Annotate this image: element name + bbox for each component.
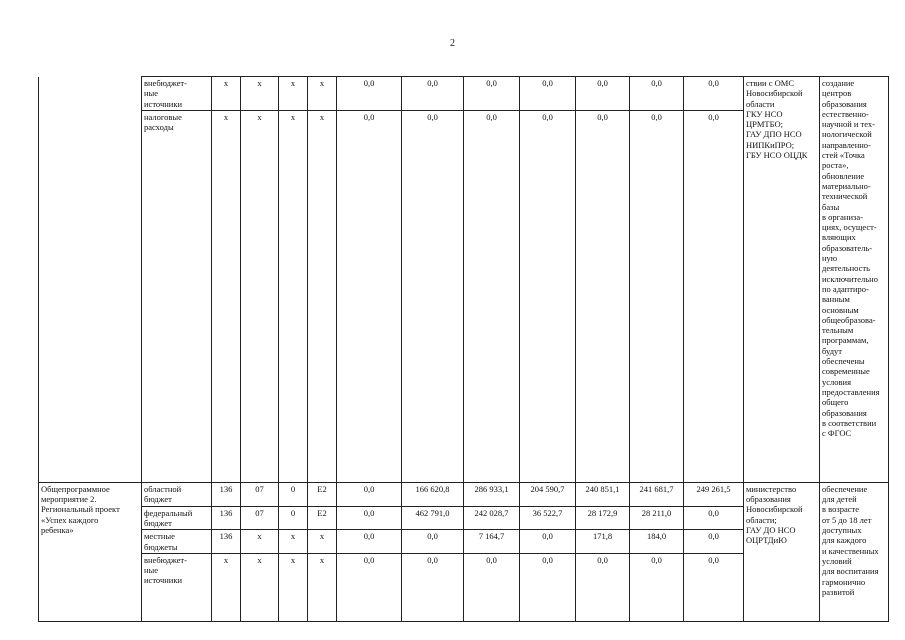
empty-event-cell (39, 77, 142, 483)
value-cell: 249 261,5 (684, 482, 744, 506)
executors-cell: ствии с ОМС Новосибирской области ГКУ НСО ЦРМТБО; ГАУ ДПО НСО НИПКиПРО; ГБУ НСО ОЦДК (744, 77, 820, 483)
value-cell: 0,0 (337, 482, 402, 506)
value-cell: 0,0 (337, 530, 402, 554)
value-cell: 0,0 (520, 530, 576, 554)
code-cell: x (241, 77, 279, 111)
code-cell: x (279, 553, 308, 621)
value-cell: 36 522,7 (520, 506, 576, 530)
value-cell: 0,0 (576, 110, 630, 482)
code-cell: 07 (241, 506, 279, 530)
value-cell: 0,0 (337, 77, 402, 111)
code-cell: x (279, 530, 308, 554)
value-cell: 0,0 (402, 110, 464, 482)
value-cell: 0,0 (520, 77, 576, 111)
code-cell: 07 (241, 482, 279, 506)
value-cell: 28 211,0 (630, 506, 684, 530)
table-row (39, 482, 889, 506)
code-cell: x (212, 77, 241, 111)
value-cell: 0,0 (337, 506, 402, 530)
value-cell: 0,0 (684, 506, 744, 530)
page-number: 2 (450, 38, 455, 49)
value-cell: 0,0 (402, 77, 464, 111)
event-cell: Общепрограммное мероприятие 2. Региональный проект «Успех каждого ребенка» (39, 482, 142, 621)
code-cell: x (212, 110, 241, 482)
value-cell: 0,0 (464, 553, 520, 621)
value-cell: 171,8 (576, 530, 630, 554)
code-cell: 136 (212, 530, 241, 554)
value-cell: 241 681,7 (630, 482, 684, 506)
source-cell: внебюджет- ные источники (142, 553, 212, 621)
code-cell: 0 (279, 506, 308, 530)
result-cell: создание центров образования естественно- научной и тех- нологической направленно- стей «Точка роста», обновление материально- технической базы в организа- циях, осущест- вляющих образователь- ную деятельность исключительно по адаптиро- ванным основным общеобразова- тельным программам, будут обеспечены современные условия предоставления общего образования в соответствии с ФГОС (820, 77, 889, 483)
value-cell: 462 791,0 (402, 506, 464, 530)
value-cell: 0,0 (402, 553, 464, 621)
source-cell: внебюджет- ные источники (142, 77, 212, 111)
source-cell: областной бюджет (142, 482, 212, 506)
code-cell: E2 (308, 506, 337, 530)
value-cell: 286 933,1 (464, 482, 520, 506)
value-cell: 240 851,1 (576, 482, 630, 506)
code-cell: x (241, 530, 279, 554)
code-cell: E2 (308, 482, 337, 506)
executors-cell: министерство образования Новосибирской области; ГАУ ДО НСО ОЦРТДиЮ (744, 482, 820, 621)
value-cell: 0,0 (337, 553, 402, 621)
code-cell: x (212, 553, 241, 621)
code-cell: 0 (279, 482, 308, 506)
code-cell: x (308, 110, 337, 482)
code-cell: x (308, 530, 337, 554)
code-cell: x (241, 110, 279, 482)
table-row (39, 77, 889, 111)
value-cell: 0,0 (337, 110, 402, 482)
value-cell: 0,0 (520, 110, 576, 482)
value-cell: 242 028,7 (464, 506, 520, 530)
source-cell: федеральный бюджет (142, 506, 212, 530)
code-cell: 136 (212, 482, 241, 506)
code-cell: x (279, 77, 308, 111)
value-cell: 0,0 (576, 553, 630, 621)
value-cell: 7 164,7 (464, 530, 520, 554)
value-cell: 0,0 (630, 110, 684, 482)
value-cell: 0,0 (630, 553, 684, 621)
code-cell: x (308, 553, 337, 621)
value-cell: 184,0 (630, 530, 684, 554)
value-cell: 0,0 (464, 77, 520, 111)
source-cell: местные бюджеты (142, 530, 212, 554)
value-cell: 0,0 (684, 110, 744, 482)
value-cell: 28 172,9 (576, 506, 630, 530)
result-cell: обеспечение для детей в возрасте от 5 до 18 лет доступных для каждого и качественных условий для воспитания гармонично развитой (820, 482, 889, 621)
value-cell: 0,0 (402, 530, 464, 554)
value-cell: 0,0 (630, 77, 684, 111)
program-table (38, 76, 889, 622)
value-cell: 0,0 (684, 553, 744, 621)
value-cell: 166 620,8 (402, 482, 464, 506)
code-cell: x (308, 77, 337, 111)
value-cell: 0,0 (576, 77, 630, 111)
value-cell: 0,0 (464, 110, 520, 482)
value-cell: 0,0 (684, 530, 744, 554)
code-cell: x (279, 110, 308, 482)
code-cell: 136 (212, 506, 241, 530)
code-cell: x (241, 553, 279, 621)
source-cell: налоговые расходы (142, 110, 212, 482)
value-cell: 0,0 (520, 553, 576, 621)
value-cell: 204 590,7 (520, 482, 576, 506)
value-cell: 0,0 (684, 77, 744, 111)
